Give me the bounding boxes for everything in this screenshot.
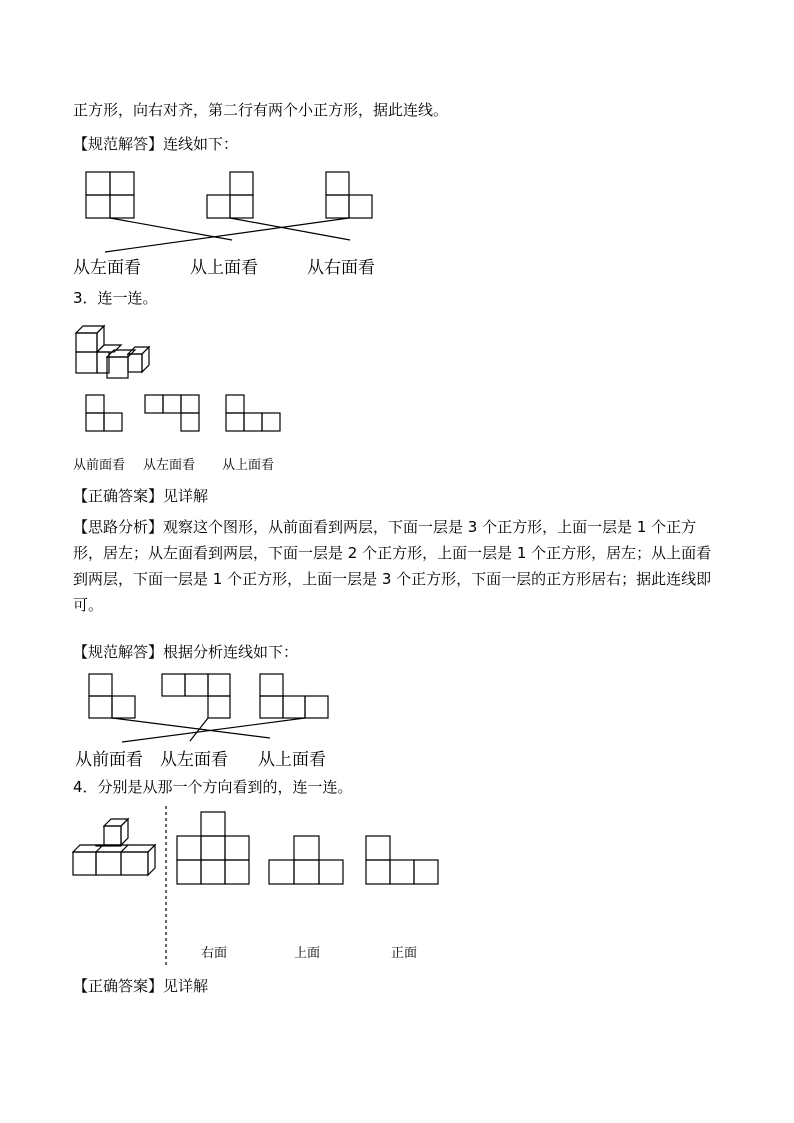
q2-shape-grid xyxy=(86,172,134,218)
q3-view-label: 从左面看 xyxy=(143,458,196,473)
q2-connector xyxy=(230,218,350,240)
q4-view-c xyxy=(366,836,438,884)
q4-solid xyxy=(73,819,155,875)
q3-view-front xyxy=(86,395,122,431)
q2-shape-right-top xyxy=(207,172,253,218)
q3-answer-front xyxy=(89,674,135,718)
q2-label: 从左面看 xyxy=(73,258,141,278)
q3-answer-top xyxy=(260,674,328,718)
q3-view-label: 从上面看 xyxy=(222,458,275,473)
q3-answer-left xyxy=(162,674,230,718)
q3-correct-answer: 【正确答案】见详解 xyxy=(73,487,209,505)
q2-shape-left-top xyxy=(326,172,372,218)
q3-answer-heading: 【规范解答】根据分析连线如下： xyxy=(73,643,299,661)
q2-label: 从右面看 xyxy=(307,258,375,278)
q4-view-label: 正面 xyxy=(391,946,418,961)
q4-view-label: 上面 xyxy=(294,946,321,961)
q4-correct-answer: 【正确答案】见详解 xyxy=(73,977,209,995)
q3-answer-label: 从左面看 xyxy=(160,750,228,770)
q4-title: 4．分别是从那一个方向看到的，连一连。 xyxy=(73,778,353,796)
q3-view-top xyxy=(226,395,280,431)
q4-view-a xyxy=(177,812,249,884)
top-line: 正方形，向右对齐，第二行有两个小正方形，据此连线。 xyxy=(73,101,449,119)
q3-view-left xyxy=(145,395,199,431)
q2-answer-heading: 【规范解答】连线如下： xyxy=(73,135,239,153)
q3-connector xyxy=(112,718,270,738)
q3-solid xyxy=(76,326,149,378)
q3-analysis: 【思路分析】观察这个图形，从前面看到两层，下面一层是 3 个正方形，上面一层是 1 个正方形，居左；从左面看到两层，下面一层是 2 个正方形，上面一层是 1 个正方形，居左；从上面看到两层，下面一层是 1 个正方形，上面一层是 3 个正方形，下面一层的正方形居右；据此连线即可。 xyxy=(73,518,712,614)
q3-title: 3．连一连。 xyxy=(73,289,158,307)
q2-label: 从上面看 xyxy=(190,258,258,278)
q3-answer-label: 从上面看 xyxy=(258,750,326,770)
q3-connector xyxy=(122,718,305,742)
q3-answer-label: 从前面看 xyxy=(75,750,143,770)
q4-view-b xyxy=(269,836,343,884)
q4-view-label: 右面 xyxy=(201,946,228,961)
q3-view-label: 从前面看 xyxy=(73,458,126,473)
